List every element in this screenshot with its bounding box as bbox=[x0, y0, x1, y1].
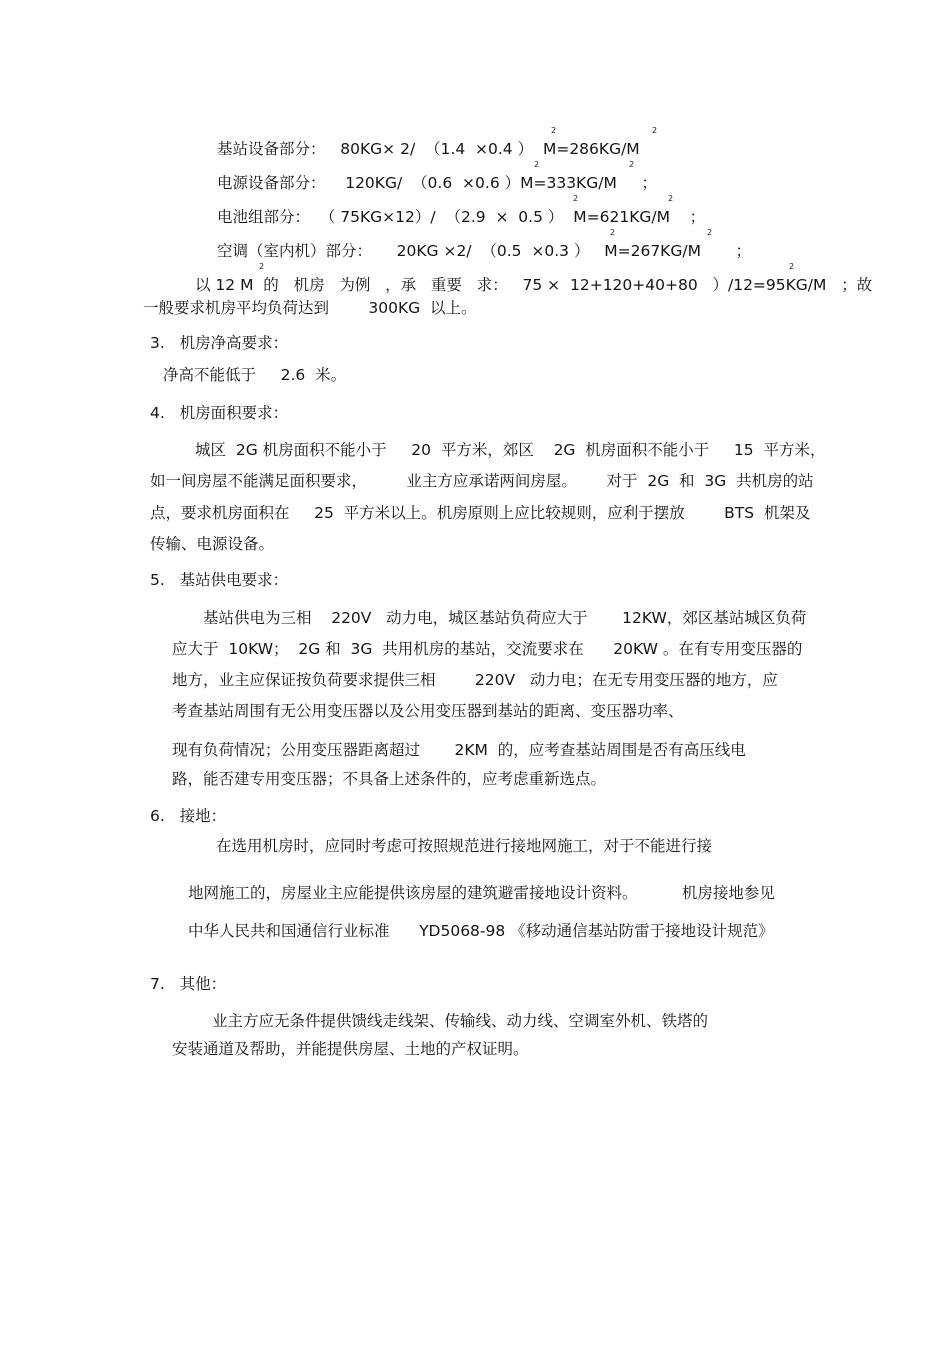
section-3-body: 净高不能低于 2.6 米。 bbox=[163, 366, 347, 384]
section-7-line1: 业主方应无条件提供馈线走线架、传输线、动力线、空调室外机、铁塔的 bbox=[212, 1012, 709, 1030]
section-5-line1: 基站供电为三相 220V 动力电，城区基站负荷应大于 12KW，郊区基站城区负荷 bbox=[203, 609, 807, 627]
superscript: 2 bbox=[610, 228, 616, 237]
load-aircon: 空调（室内机）部分： 20KG ×2/ （0.5 ×0.3 ） M=267KG/M ； bbox=[217, 242, 751, 260]
section-5-line6: 路，能否建专用变压器；不具备上述条件的，应考虑重新选点。 bbox=[172, 770, 607, 788]
superscript: 2 bbox=[707, 228, 713, 237]
load-battery: 电池组部分： （ 75KG×12）/ （2.9 × 0.5 ） M=621KG/M ； bbox=[217, 208, 706, 226]
section-5-line3: 地方，业主应保证按负荷要求提供三相 220V 动力电；在无专用变压器的地方，应 bbox=[172, 671, 778, 689]
section-3-title: 3. 机房净高要求： bbox=[150, 334, 289, 352]
section-7-line2: 安装通道及帮助，并能提供房屋、土地的产权证明。 bbox=[172, 1040, 529, 1058]
section-6-line2: 地网施工的，房屋业主应能提供该房屋的建筑避雷接地设计资料。 机房接地参见 bbox=[188, 884, 775, 902]
section-6-line3: 中华人民共和国通信行业标准 YD5068-98 《移动通信基站防雷于接地设计规范》 bbox=[188, 922, 774, 940]
superscript: 2 bbox=[259, 262, 265, 271]
section-6-line1: 在选用机房时，应同时考虑可按照规范进行接地网施工，对于不能进行接 bbox=[216, 837, 713, 855]
load-power: 电源设备部分： 120KG/ （0.6 ×0.6 ）M=333KG/M ； bbox=[217, 174, 657, 192]
section-5-line2: 应大于 10KW； 2G 和 3G 共用机房的基站，交流要求在 20KW 。在有专用变压器的 bbox=[172, 640, 803, 658]
load-base-station: 基站设备部分： 80KG× 2/ （1.4 ×0.4 ） M=286KG/M bbox=[217, 140, 640, 158]
section-4-title: 4. 机房面积要求： bbox=[150, 404, 289, 422]
section-4-line4: 传输、电源设备。 bbox=[150, 535, 275, 553]
load-example-line1: 以 12 M 的 机房 为例 ，承 重要 求： 75 × 12+120+40+80 ）/12=95KG/M ；故 bbox=[195, 276, 873, 294]
load-example-line2: 一般要求机房平均负荷达到 300KG 以上。 bbox=[143, 299, 477, 317]
superscript: 2 bbox=[534, 160, 540, 169]
section-6-title: 6. 接地： bbox=[150, 807, 227, 825]
section-4-line3: 点，要求机房面积在 25 平方米以上。机房原则上应比较规则，应利于摆放 BTS 机架及 bbox=[150, 504, 811, 522]
superscript: 2 bbox=[551, 126, 557, 135]
superscript: 2 bbox=[573, 194, 579, 203]
section-7-title: 7. 其他： bbox=[150, 975, 227, 993]
section-4-line1: 城区 2G 机房面积不能小于 20 平方米，郊区 2G 机房面积不能小于 15 平方米， bbox=[195, 441, 826, 459]
section-4-line2: 如一间房屋不能满足面积要求， 业主方应承诺两间房屋。 对于 2G 和 3G 共机房的站 bbox=[150, 472, 814, 490]
superscript: 2 bbox=[789, 262, 795, 271]
superscript: 2 bbox=[629, 160, 635, 169]
superscript: 2 bbox=[652, 126, 658, 135]
section-5-title: 5. 基站供电要求： bbox=[150, 571, 289, 589]
superscript: 2 bbox=[668, 194, 674, 203]
section-5-line5: 现有负荷情况；公用变压器距离超过 2KM 的，应考查基站周围是否有高压线电 bbox=[172, 741, 746, 759]
section-5-line4: 考查基站周围有无公用变压器以及公用变压器到基站的距离、变压器功率、 bbox=[172, 702, 684, 720]
